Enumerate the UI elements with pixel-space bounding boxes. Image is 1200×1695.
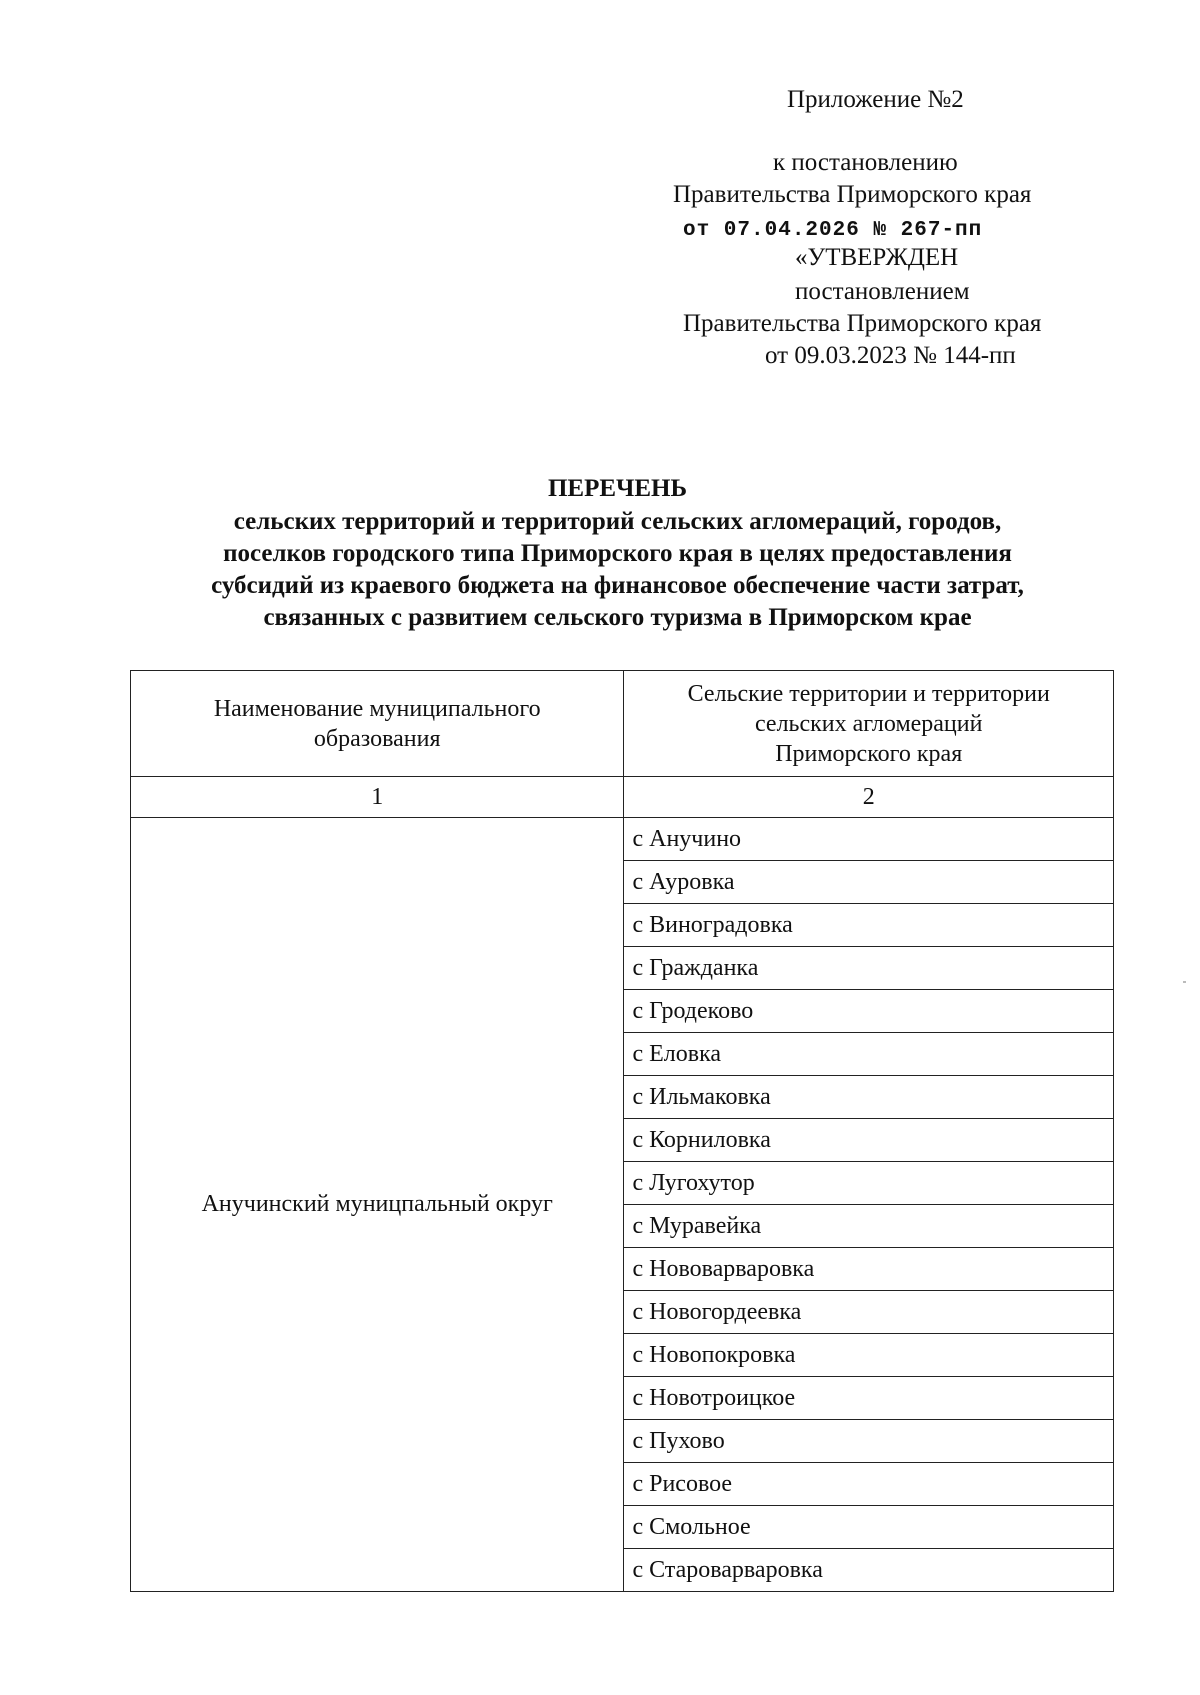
settlement-cell: с Нововарваровка [624,1248,1114,1291]
settlement-cell: с Староварваровка [624,1549,1114,1592]
column-1-number: 1 [131,777,624,818]
district-name: Анучинский муницпальный округ [131,818,624,1592]
settlement-cell: с Новотроицкое [624,1377,1114,1420]
to-resolution-text: к постановлению [773,149,958,176]
column-2-header [624,671,1114,777]
settlement-cell: с Еловка [624,1033,1114,1076]
table-row [131,818,1114,861]
settlement-cell: с Пухово [624,1420,1114,1463]
approved-text: «УТВЕРЖДЕН [795,244,959,271]
title-line-1: сельских территорий и территорий сельских агломераций, городов, [233,508,1002,535]
column-1-header-line: Наименование муниципального [213,695,541,722]
column-1-header-line: образования [313,725,441,752]
resolution-date-stamp: от 07.04.2026 № 267-пп [683,219,983,242]
by-resolution-text: постановлением [795,278,970,305]
settlement-cell: с Лугохутор [624,1162,1114,1205]
settlement-cell: с Корниловка [624,1119,1114,1162]
settlement-cell: с Гражданка [624,947,1114,990]
scan-speck [1183,981,1186,983]
settlement-cell: с Рисовое [624,1463,1114,1506]
territories-table [130,670,1114,1592]
column-1-header [131,671,624,777]
government-text: Правительства Приморского края [673,181,1032,208]
column-number-row [131,777,1114,818]
settlement-cell: с Гродеково [624,990,1114,1033]
settlement-cell: с Ауровка [624,861,1114,904]
table-header-row [131,671,1114,777]
title-line-2: поселков городского типа Приморского края в целях предоставления [223,540,1012,567]
column-2-header-line: Приморского края [775,740,963,767]
title-line-4: связанных с развитием сельского туризма в Приморском крае [263,604,972,631]
settlement-cell: с Муравейка [624,1205,1114,1248]
column-2-header-line: сельских агломераций [754,710,983,737]
settlement-cell: с Новопокровка [624,1334,1114,1377]
settlement-cell: с Ильмаковка [624,1076,1114,1119]
document-heading: ПЕРЕЧЕНЬ [547,475,688,502]
settlement-cell: с Смольное [624,1506,1114,1549]
original-resolution-date: от 09.03.2023 № 144-пп [765,342,1016,369]
settlement-cell: с Анучино [624,818,1114,861]
title-line-3: субсидий из краевого бюджета на финансовое обеспечение части затрат, [211,572,1024,599]
column-2-number: 2 [624,777,1114,818]
appendix-number: Приложение №2 [787,86,964,113]
settlement-cell: с Виноградовка [624,904,1114,947]
column-2-header-line: Сельские территории и территории [687,680,1050,707]
settlement-cell: с Новогордеевка [624,1291,1114,1334]
government-text-2: Правительства Приморского края [683,310,1042,337]
